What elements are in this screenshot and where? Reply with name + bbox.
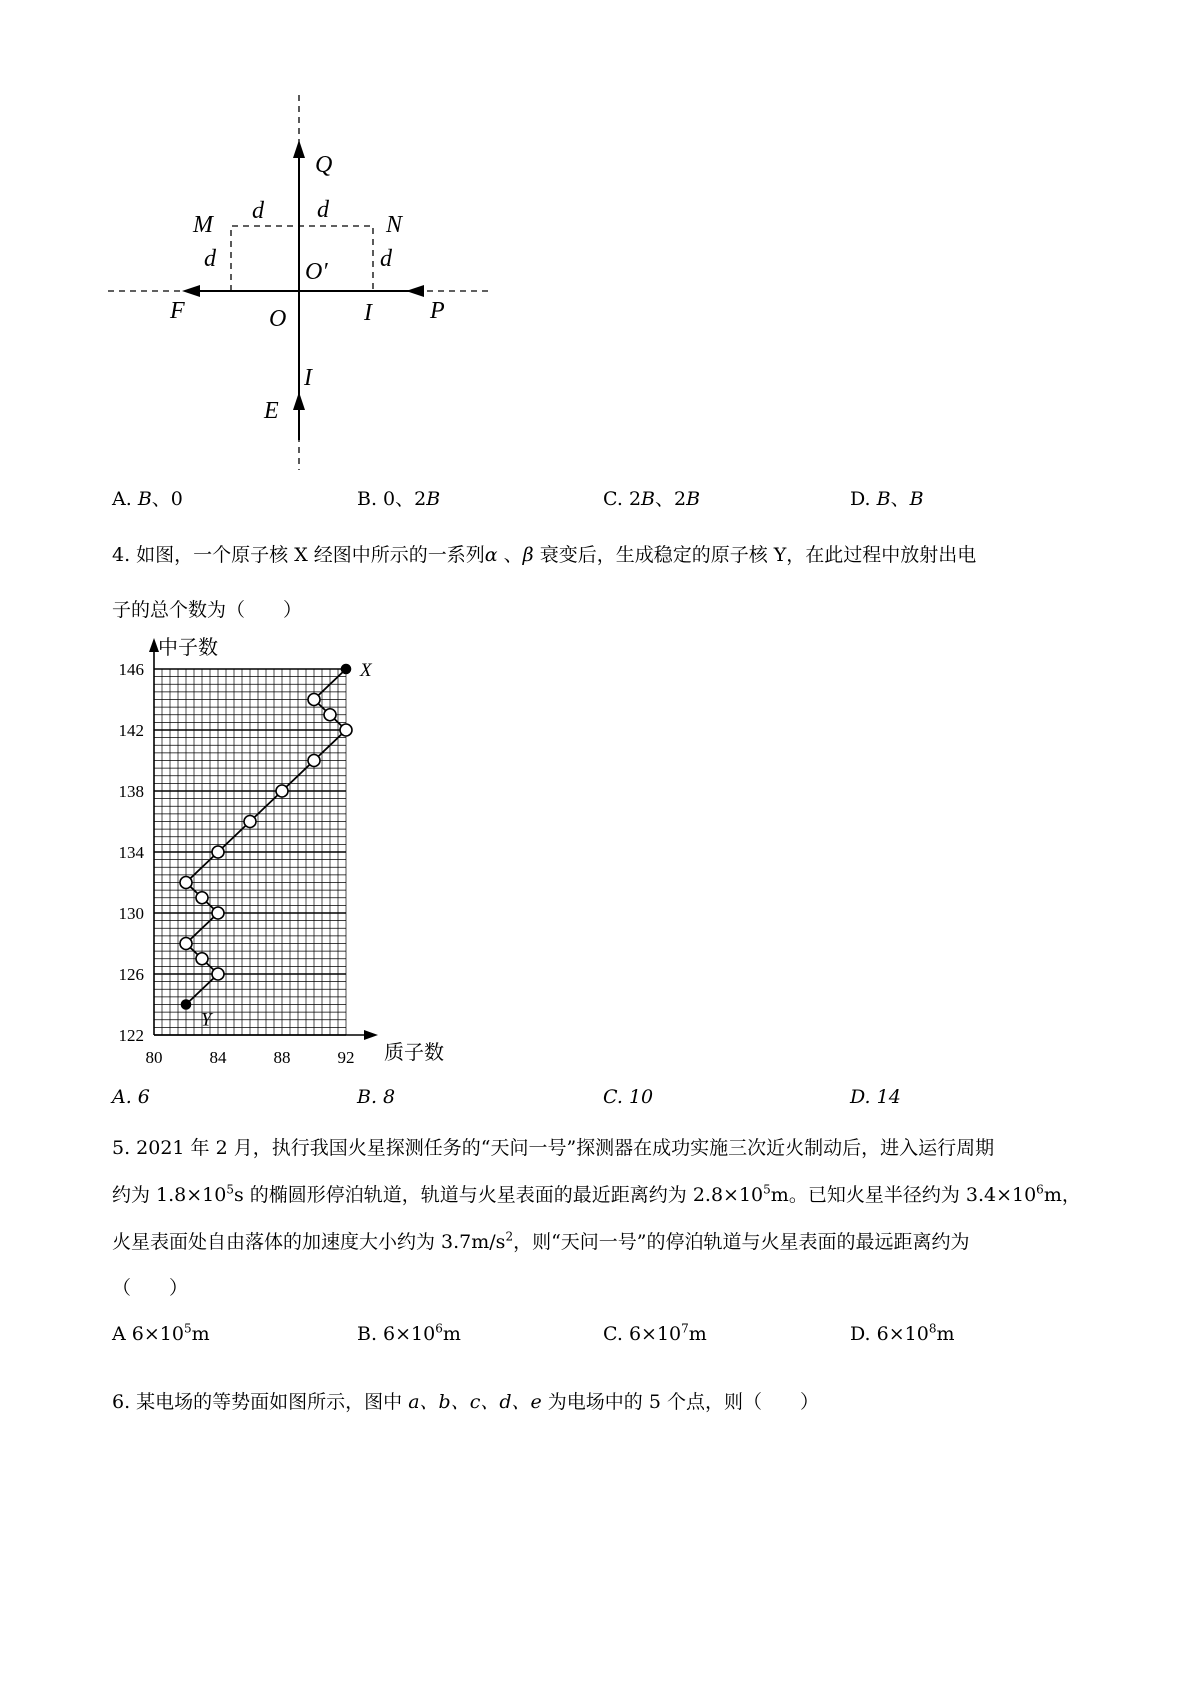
- decay-chain-chart: [100, 632, 460, 1072]
- q4-stem-line2: 子的总个数为（ ）: [112, 599, 303, 621]
- q3-option-d: D. B、B: [850, 488, 924, 510]
- label-n: N: [386, 212, 403, 238]
- label-p: P: [430, 298, 445, 324]
- q5-option-a: A $6\times 10^5m$: [112, 1321, 210, 1345]
- dashed-square-mn: [231, 226, 373, 291]
- nucleus-point-open: [196, 892, 208, 904]
- y-tick-label: 126: [118, 965, 144, 984]
- q5-option-b: B. $6\times 10^6m$: [357, 1321, 461, 1345]
- label-m: M: [193, 212, 213, 238]
- label-i-vertical: I: [304, 365, 312, 391]
- nucleus-point-open: [212, 907, 224, 919]
- x-tick-label: 92: [337, 1048, 355, 1067]
- q3-option-a: A. B、0: [112, 488, 183, 510]
- nucleus-point-open: [308, 755, 320, 767]
- current-loop-diagram: [0, 0, 520, 480]
- q4-stem-line1: 4. 如图，一个原子核 X 经图中所示的一系列α 、β 衰变后，生成稳定的原子核 Y，在此过程中放射出电: [112, 544, 977, 566]
- nucleus-point-open: [180, 938, 192, 950]
- label-f: F: [170, 298, 185, 324]
- label-d-left: d: [204, 246, 216, 272]
- label-d-right: d: [380, 246, 392, 272]
- q3-option-c: C. 2B、2B: [603, 488, 701, 510]
- y-tick-label: 134: [118, 843, 144, 862]
- nucleus-point-filled: [182, 1000, 191, 1009]
- nucleus-point-open: [324, 709, 336, 721]
- q5-option-d: D. $6\times 10^8m$: [850, 1321, 955, 1345]
- label-o-prime: O′: [305, 259, 328, 285]
- q5-stem-line2: 约为 $1.8\times 10^5s$ 的椭圆形停泊轨道，轨道与火星表面的最近距离约为 $2.8\times 10^5m$。已知火星半径约为 $3.4\times 10^6m$，: [112, 1182, 1081, 1206]
- y-tick-label: 130: [118, 904, 144, 923]
- y-tick-label: 146: [118, 660, 144, 679]
- arrow-up-e: [293, 392, 305, 410]
- x-axis-title: 质子数: [384, 1042, 444, 1064]
- q4-option-d: D. 14: [850, 1086, 901, 1108]
- x-tick-label: 88: [273, 1048, 291, 1067]
- nucleus-point-open: [212, 968, 224, 980]
- x-tick-label: 84: [209, 1048, 227, 1067]
- label-e: E: [264, 398, 279, 424]
- q5-stem-line4: （ ）: [112, 1277, 189, 1299]
- q6-stem: 6. 某电场的等势面如图所示，图中 a、b、c、d、e 为电场中的 5 个点，则（ ）: [112, 1391, 819, 1413]
- nucleus-point-open: [180, 877, 192, 889]
- nucleus-label-y: Y: [201, 1009, 212, 1031]
- q5-stem-line3: 火星表面处自由落体的加速度大小约为 $3.7m/s^2$，则“天问一号”的停泊轨道与火星表面的最远距离约为: [112, 1229, 970, 1253]
- q4-option-c: C. 10: [603, 1086, 654, 1108]
- nucleus-point-open: [212, 846, 224, 858]
- nucleus-point-filled: [342, 665, 351, 674]
- label-d-top-left: d: [252, 198, 264, 224]
- arrow-up-q: [293, 140, 305, 158]
- label-o: O: [269, 306, 287, 332]
- q5-option-c: C. $6\times 10^7m$: [603, 1321, 707, 1345]
- nucleus-point-open: [196, 953, 208, 965]
- label-q: Q: [315, 152, 333, 178]
- y-tick-label: 138: [118, 782, 144, 801]
- arrow-left-f: [182, 285, 200, 297]
- q3-option-b: B. 0、2B: [357, 488, 441, 510]
- y-tick-label: 142: [118, 721, 144, 740]
- y-tick-label: 122: [118, 1026, 144, 1045]
- nucleus-point-open: [308, 694, 320, 706]
- q5-stem-line1: 5. 2021 年 2 月，执行我国火星探测任务的“天问一号”探测器在成功实施三次近火制动后，进入运行周期: [112, 1137, 995, 1159]
- nucleus-label-x: X: [360, 660, 372, 681]
- y-axis-title: 中子数: [158, 637, 218, 659]
- nucleus-point-open: [340, 724, 352, 736]
- label-i-horizontal: I: [364, 300, 372, 326]
- x-tick-label: 80: [145, 1048, 163, 1067]
- q4-option-a: A. 6: [112, 1086, 150, 1108]
- arrow-left-p: [406, 285, 424, 297]
- nucleus-point-open: [244, 816, 256, 828]
- label-d-top-right: d: [317, 197, 329, 223]
- q4-option-b: B. 8: [357, 1086, 396, 1108]
- nucleus-point-open: [276, 785, 288, 797]
- x-axis-arrow: [364, 1030, 378, 1040]
